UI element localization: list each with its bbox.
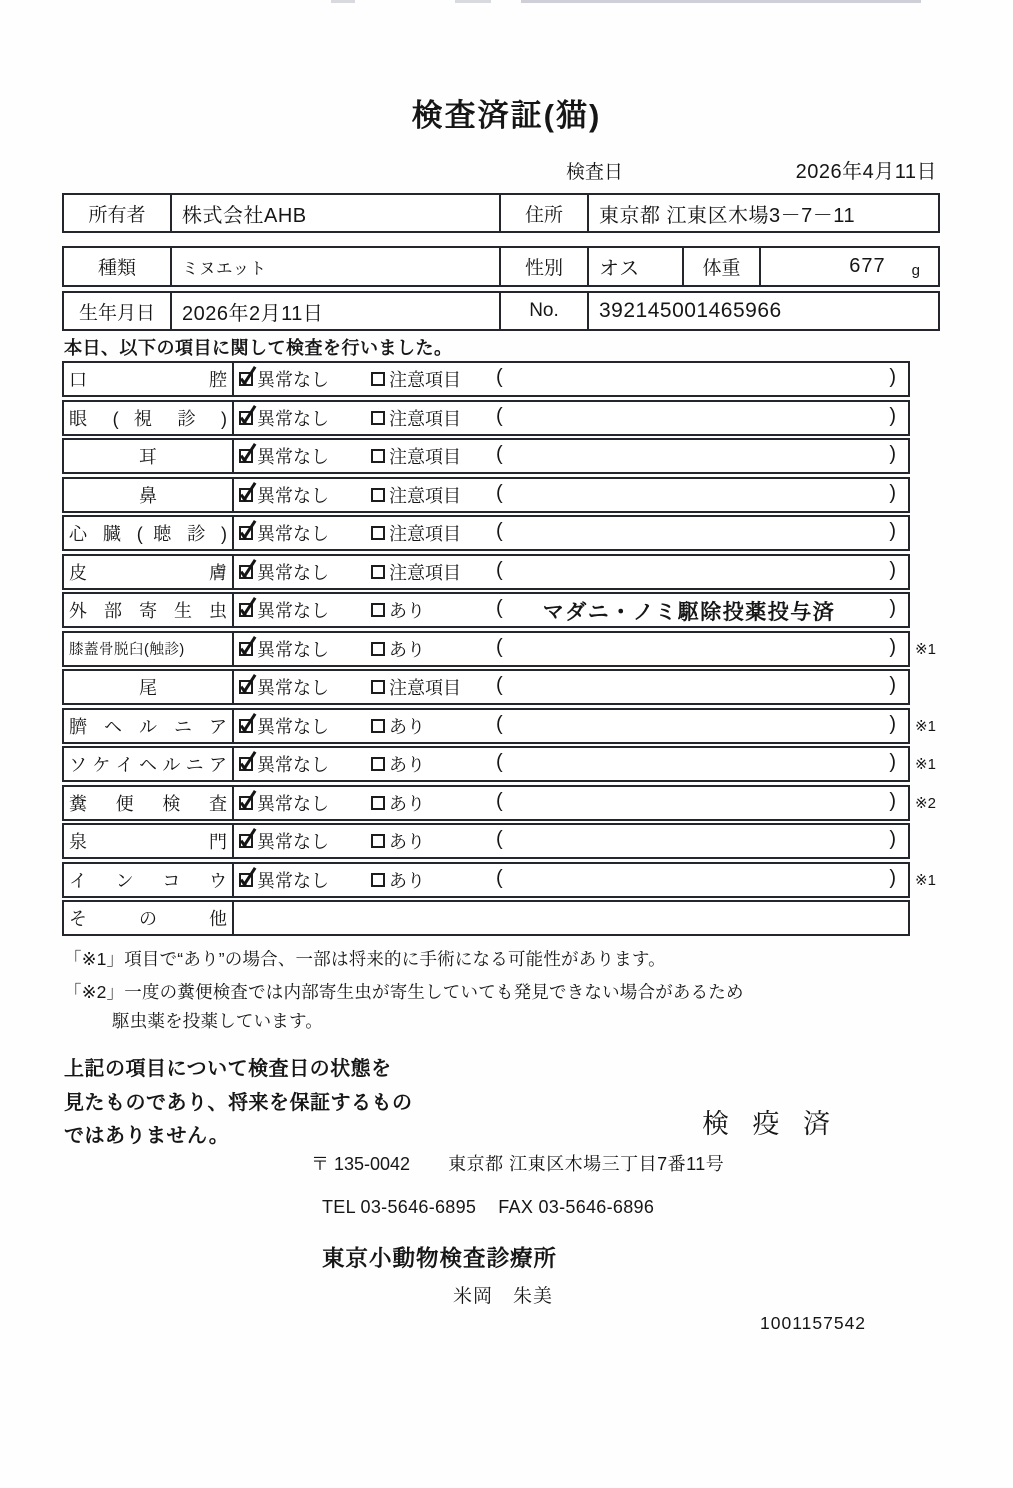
attention-label: あり xyxy=(389,716,425,737)
disclaimer-line-2: 見たものであり、将来を保証するもの xyxy=(64,1091,413,1114)
inspection-item-label: 心 臓 ( 聴 診 ) xyxy=(64,517,234,549)
no-abnormality-checkbox-group xyxy=(239,443,329,469)
attention-label: あり xyxy=(389,793,425,814)
no-abnormality-label: 異常なし xyxy=(257,639,329,660)
no-abnormality-label: 異常なし xyxy=(257,716,329,737)
weight-unit: g xyxy=(911,262,920,279)
inspection-row-body xyxy=(234,633,908,665)
inspection-item-label: 泉 門 xyxy=(64,825,234,857)
sex-label: 性別 xyxy=(499,248,587,285)
inspection-row-body xyxy=(234,710,908,742)
disclaimer-line-1: 上記の項目について検査日の状態を xyxy=(64,1058,392,1080)
attention-label: あり xyxy=(389,639,425,660)
attention-label: あり xyxy=(389,832,425,852)
paren-close: ) xyxy=(889,520,896,542)
paren-open: ( xyxy=(496,481,503,504)
owner-name: 株式会社AHB xyxy=(170,195,499,231)
paren-content: マダニ・ノミ駆除投薬投与済 xyxy=(542,601,836,624)
clinic-contact-line xyxy=(322,1197,654,1218)
checkbox-empty-icon xyxy=(371,757,385,771)
checkbox-checked-icon xyxy=(239,873,253,887)
footnote-mark: ※1 xyxy=(915,756,936,773)
checkbox-checked-icon xyxy=(239,372,253,386)
no-abnormality-label: 異常なし xyxy=(257,870,329,891)
checkbox-checked-icon xyxy=(239,526,253,540)
checkbox-empty-icon xyxy=(371,449,385,463)
no-abnormality-checkbox-group xyxy=(239,751,329,777)
checkbox-empty-icon xyxy=(371,603,385,617)
inspection-row xyxy=(62,862,936,898)
paren-close: ) xyxy=(889,635,896,658)
no-abnormality-label: 異常なし xyxy=(257,678,329,698)
paren-open: ( xyxy=(496,866,503,889)
scan-artifact xyxy=(331,0,355,3)
inspection-table xyxy=(62,361,936,939)
no-label: No. xyxy=(499,293,587,329)
checkbox-checked-icon xyxy=(239,565,253,579)
attention-checkbox-group xyxy=(371,405,461,431)
paren-open: ( xyxy=(496,751,503,773)
no-abnormality-checkbox-group xyxy=(239,366,329,392)
inspection-item-label: ソ ケ イ ヘ ル ニ ア xyxy=(64,748,234,780)
clinic-tel: TEL 03-5646-6895 xyxy=(322,1197,477,1217)
no-abnormality-label: 異常なし xyxy=(257,447,329,467)
attention-label: あり xyxy=(389,601,425,621)
inspection-row xyxy=(62,477,910,513)
inspection-row-body xyxy=(234,864,908,896)
inspection-row xyxy=(62,785,936,821)
no-abnormality-checkbox-group xyxy=(239,790,329,816)
animal-info-table-row2 xyxy=(62,291,940,331)
no-abnormality-label: 異常なし xyxy=(257,755,329,775)
page-title: 検査済証(猫) xyxy=(411,98,602,133)
no-abnormality-checkbox-group xyxy=(239,597,329,623)
paren-close: ) xyxy=(889,443,896,465)
paren-close: ) xyxy=(889,366,896,388)
attention-label: 注意項目 xyxy=(389,524,461,544)
attention-checkbox-group xyxy=(371,674,461,700)
paren-close: ) xyxy=(889,751,896,773)
paren-open: ( xyxy=(496,674,503,696)
attention-label: あり xyxy=(389,755,425,775)
footnote-mark: ※1 xyxy=(915,871,936,889)
checkbox-checked-icon xyxy=(239,411,253,425)
checkbox-checked-icon xyxy=(239,834,253,848)
attention-checkbox-group xyxy=(371,443,461,469)
clinic-address-line xyxy=(311,1150,724,1176)
document-number: 1001157542 xyxy=(760,1313,867,1333)
paren-open: ( xyxy=(496,520,503,542)
inspection-row-body xyxy=(234,748,908,780)
breed-value: ミヌエット xyxy=(170,248,499,285)
checkbox-checked-icon xyxy=(239,488,253,502)
no-abnormality-label: 異常なし xyxy=(257,370,329,390)
inspection-row xyxy=(62,708,936,744)
inspection-row-body xyxy=(234,517,908,549)
paren-close: ) xyxy=(889,404,896,427)
footnote-2: 「※2」一度の糞便検査では内部寄生虫が寄生していても発見できない場合があるため xyxy=(64,982,744,1002)
paren-open: ( xyxy=(496,443,503,465)
no-abnormality-checkbox-group xyxy=(239,520,329,546)
paren-close: ) xyxy=(889,481,896,504)
examiner-name: 米岡 朱美 xyxy=(453,1286,554,1307)
owner-label: 所有者 xyxy=(88,204,146,226)
quarantine-stamp: 検 疫 済 xyxy=(702,1109,839,1139)
disclaimer xyxy=(64,1053,413,1154)
attention-checkbox-group xyxy=(371,867,425,893)
paren-open: ( xyxy=(496,635,503,658)
exam-date-label: 検査日 xyxy=(566,162,624,183)
inspection-row xyxy=(62,900,910,936)
inspection-item-label: 鼻 xyxy=(64,479,234,511)
paren-open: ( xyxy=(496,404,503,427)
inspection-item-label: 口 腔 xyxy=(64,363,234,395)
no-abnormality-checkbox-group xyxy=(239,867,329,893)
no-abnormality-checkbox-group xyxy=(239,405,329,431)
attention-checkbox-group xyxy=(371,828,425,854)
owner-address-label: 住所 xyxy=(499,195,587,231)
inspection-item-label: 眼 ( 視 診 ) xyxy=(64,402,234,434)
inspection-row-body xyxy=(234,902,908,934)
owner-address: 東京都 江東区木場3－7－11 xyxy=(587,195,938,231)
checkbox-checked-icon xyxy=(239,449,253,463)
attention-checkbox-group xyxy=(371,559,461,585)
inspection-item-label: 耳 xyxy=(64,440,234,472)
checkbox-empty-icon xyxy=(371,565,385,579)
attention-checkbox-group xyxy=(371,366,461,392)
inspection-item-label: イ ン コ ウ xyxy=(64,864,234,896)
paren-close: ) xyxy=(889,828,896,850)
checkbox-empty-icon xyxy=(371,796,385,810)
inspection-item-label: 外 部 寄 生 虫 xyxy=(64,594,234,626)
checkbox-empty-icon xyxy=(371,526,385,540)
attention-checkbox-group xyxy=(371,597,425,623)
attention-checkbox-group xyxy=(371,790,425,816)
inspection-row-body xyxy=(234,479,908,511)
attention-label: 注意項目 xyxy=(389,370,461,390)
footnote-mark: ※2 xyxy=(915,794,936,812)
inspection-row-body xyxy=(234,671,908,703)
footnote-2-continuation: 駆虫薬を投薬しています。 xyxy=(112,1011,323,1031)
owner-table xyxy=(62,193,940,233)
no-abnormality-checkbox-group xyxy=(239,713,329,739)
paren-open: ( xyxy=(496,789,503,812)
inspection-row-body xyxy=(234,787,908,819)
inspection-row-body xyxy=(234,556,908,588)
weight-label: 体重 xyxy=(682,248,759,285)
inspection-row-body xyxy=(234,402,908,434)
paren-open: ( xyxy=(496,712,503,735)
animal-info-table-row1 xyxy=(62,246,940,287)
paren-close: ) xyxy=(889,789,896,812)
inspection-item-label: 臍 ヘ ル ニ ア xyxy=(64,710,234,742)
attention-label: 注意項目 xyxy=(389,485,461,506)
no-abnormality-checkbox-group xyxy=(239,559,329,585)
clinic-fax: FAX 03-5646-6896 xyxy=(498,1197,655,1217)
checkbox-empty-icon xyxy=(371,680,385,694)
inspection-row xyxy=(62,554,910,590)
attention-checkbox-group xyxy=(371,520,461,546)
checkbox-checked-icon xyxy=(239,719,253,733)
exam-date-value: 2026年4月11日 xyxy=(795,161,937,183)
inspection-row xyxy=(62,515,910,551)
inspection-row xyxy=(62,400,910,436)
no-abnormality-label: 異常なし xyxy=(257,601,329,621)
attention-label: あり xyxy=(389,870,425,891)
checkbox-checked-icon xyxy=(239,642,253,656)
inspection-row xyxy=(62,669,910,705)
checkbox-empty-icon xyxy=(371,719,385,733)
checkbox-empty-icon xyxy=(371,411,385,425)
attention-label: 注意項目 xyxy=(389,562,461,583)
attention-checkbox-group xyxy=(371,636,425,662)
weight-cell xyxy=(759,248,938,285)
disclaimer-line-3: ではありません。 xyxy=(64,1125,230,1147)
attention-checkbox-group xyxy=(371,713,425,739)
paren-open: ( xyxy=(496,597,503,619)
birth-value: 2026年2月11日 xyxy=(170,293,499,329)
no-abnormality-label: 異常なし xyxy=(257,524,329,544)
inspection-row xyxy=(62,823,910,859)
attention-checkbox-group xyxy=(371,482,461,508)
inspection-row-body xyxy=(234,594,908,626)
no-abnormality-checkbox-group xyxy=(239,828,329,854)
inspection-item-label: 皮 膚 xyxy=(64,556,234,588)
scan-artifact xyxy=(455,0,491,3)
clinic-name: 東京小動物検査診療所 xyxy=(322,1246,558,1271)
checkbox-empty-icon xyxy=(371,488,385,502)
inspection-row xyxy=(62,746,936,782)
attention-label: 注意項目 xyxy=(389,678,461,698)
no-abnormality-label: 異常なし xyxy=(257,562,329,583)
paren-close: ) xyxy=(889,558,896,581)
checkbox-empty-icon xyxy=(371,642,385,656)
no-abnormality-label: 異常なし xyxy=(257,793,329,814)
no-abnormality-label: 異常なし xyxy=(257,485,329,506)
paren-close: ) xyxy=(889,712,896,735)
inspection-row-body xyxy=(234,363,908,395)
paren-close: ) xyxy=(889,674,896,696)
inspection-row xyxy=(62,361,910,397)
no-abnormality-checkbox-group xyxy=(239,482,329,508)
paren-open: ( xyxy=(496,366,503,388)
checkbox-empty-icon xyxy=(371,873,385,887)
inspection-item-label: そ の 他 xyxy=(64,902,234,934)
inspection-row xyxy=(62,631,936,667)
checkbox-checked-icon xyxy=(239,680,253,694)
paren-open: ( xyxy=(496,558,503,581)
no-abnormality-checkbox-group xyxy=(239,636,329,662)
footnote-mark: ※1 xyxy=(915,640,936,658)
attention-checkbox-group xyxy=(371,751,425,777)
sex-value: オス xyxy=(587,248,682,285)
breed-label: 種類 xyxy=(97,258,136,279)
checkbox-checked-icon xyxy=(239,796,253,810)
checkbox-checked-icon xyxy=(239,757,253,771)
inspection-row xyxy=(62,592,910,628)
paren-close: ) xyxy=(889,597,896,619)
footnote-mark: ※1 xyxy=(915,717,936,735)
birth-label: 生年月日 xyxy=(78,302,155,324)
inspection-row xyxy=(62,438,910,474)
clinic-address: 東京都 江東区木場三丁目7番11号 xyxy=(448,1154,725,1174)
checkbox-empty-icon xyxy=(371,372,385,386)
footnote-1: 「※1」項目で“あり”の場合、一部は将来的に手術になる可能性があります。 xyxy=(64,949,666,969)
paren-close: ) xyxy=(889,866,896,889)
checkbox-empty-icon xyxy=(371,834,385,848)
inspection-item-label: 糞 便 検 査 xyxy=(64,787,234,819)
no-value: 392145001465966 xyxy=(587,293,938,329)
no-abnormality-checkbox-group xyxy=(239,674,329,700)
no-abnormality-label: 異常なし xyxy=(257,408,329,429)
paren-open: ( xyxy=(496,828,503,850)
intro-text: 本日、以下の項目に関して検査を行いました。 xyxy=(64,338,453,358)
inspection-row-body xyxy=(234,825,908,857)
weight-value: 677 xyxy=(849,255,886,277)
attention-label: 注意項目 xyxy=(389,447,461,467)
clinic-postal-code: 〒 135-0042 xyxy=(311,1154,411,1174)
scan-artifact xyxy=(521,0,921,3)
inspection-item-label: 膝蓋骨脱臼(触診) xyxy=(64,633,234,665)
attention-label: 注意項目 xyxy=(389,408,461,429)
inspection-row-body xyxy=(234,440,908,472)
no-abnormality-label: 異常なし xyxy=(257,832,329,852)
inspection-item-label: 尾 xyxy=(64,671,234,703)
checkbox-checked-icon xyxy=(239,603,253,617)
